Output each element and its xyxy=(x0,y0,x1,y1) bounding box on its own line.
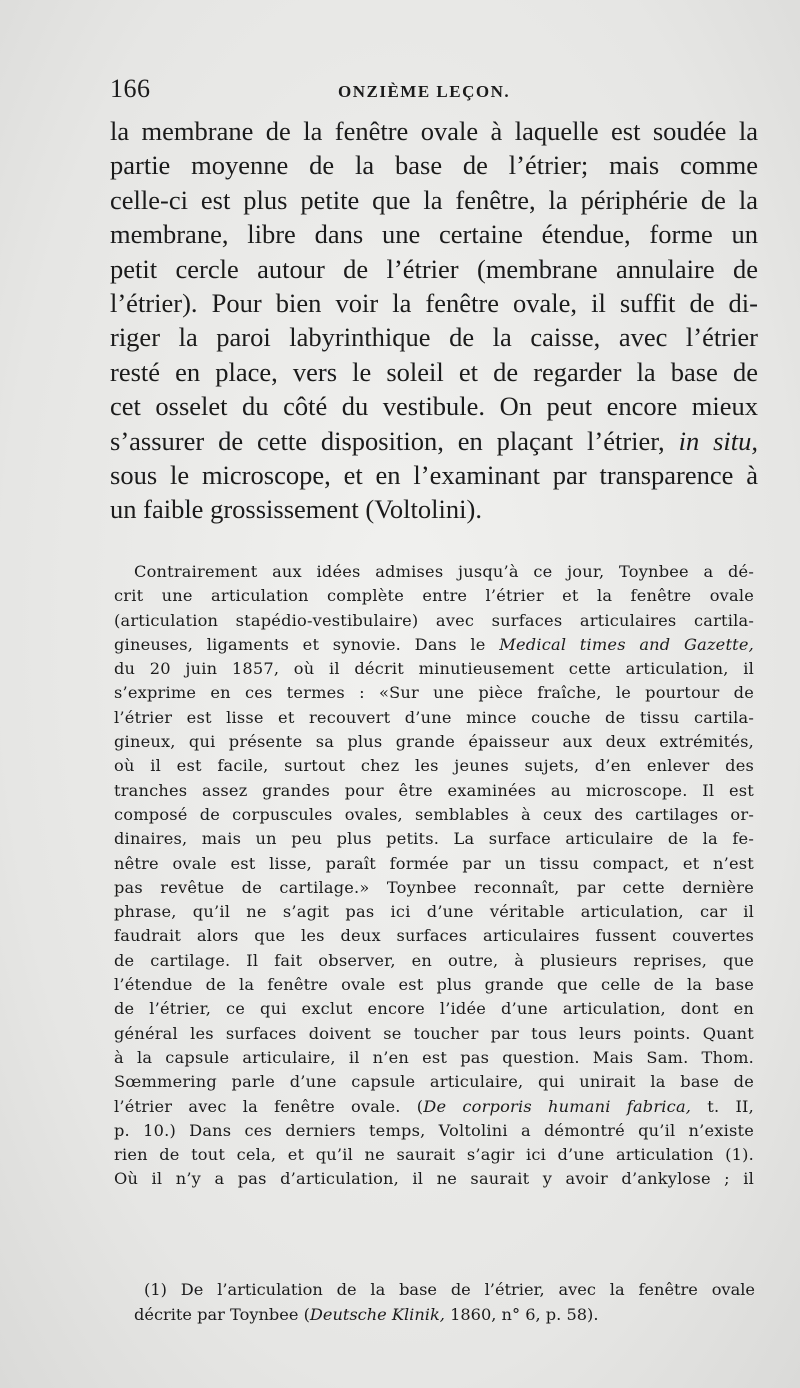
page-header xyxy=(110,74,760,108)
main-line: petit cercle autour de l’étrier (membrane annulaire de xyxy=(110,253,758,284)
main-paragraph xyxy=(110,114,758,527)
main-line-text: s’assurer de cette disposition, en plaçant l’étrier, xyxy=(110,425,665,456)
small-line-text: gineuses, ligaments et synovie. Dans le xyxy=(114,634,486,654)
small-line: phrase, qu’il ne s’agit pas ici d’une véritable articulation, car il xyxy=(114,902,754,922)
small-line: rien de tout cela, et qu’il ne saurait s’agir ici d’une articulation (1). xyxy=(114,1145,754,1165)
small-line: de l’étrier, ce qui exclut encore l’idée d’une articulation, dont en xyxy=(114,999,754,1019)
small-line: dinaires, mais un peu plus petits. La surface articulaire de la fe- xyxy=(114,829,754,849)
footnote-line: (1) De l’articulation de la base de l’étrier, avec la fenêtre ovale xyxy=(144,1280,755,1299)
small-print-paragraph xyxy=(114,560,754,1192)
main-line: celle-ci est plus petite que la fenêtre, la périphérie de la xyxy=(110,184,758,215)
main-line: l’étrier). Pour bien voir la fenêtre ovale, il suffit de di- xyxy=(110,288,758,319)
small-line: à la capsule articulaire, il n’en est pas question. Mais Sam. Thom. xyxy=(114,1047,754,1067)
small-line: Où il n’y a pas d’articulation, il ne saurait y avoir d’ankylose ; il xyxy=(114,1169,754,1189)
small-line: Contrairement aux idées admises jusqu’à ce jour, Toynbee a dé- xyxy=(134,562,754,581)
main-line: sous le microscope, et en l’examinant par transparence à xyxy=(110,460,758,491)
main-line: riger la paroi labyrinthique de la caisse, avec l’étrier xyxy=(110,322,758,353)
small-line: général les surfaces doivent se toucher par tous leurs points. Quant xyxy=(114,1023,754,1043)
italic-de-corporis: De corporis humani fabrica, xyxy=(423,1096,692,1116)
small-line: gineux, qui présente sa plus grande épaisseur aux deux extrémités, xyxy=(114,732,754,752)
volume-ref: t. II, xyxy=(691,1096,754,1116)
footnote-line-2 xyxy=(110,1303,755,1328)
small-line-medical-times xyxy=(114,633,754,657)
footnote xyxy=(110,1278,755,1327)
main-line: cet osselet du côté du vestibule. On peut encore mieux xyxy=(110,391,758,422)
italic-in-situ: in situ, xyxy=(678,425,758,456)
small-line: où il est facile, surtout chez les jeunes sujets, d’en enlever des xyxy=(114,756,754,776)
main-line: resté en place, vers le soleil et de regarder la base de xyxy=(110,356,758,387)
footnote-text: décrite par Toynbee ( xyxy=(134,1304,310,1324)
small-line: du 20 juin 1857, où il décrit minutieusement cette articulation, il xyxy=(114,659,754,679)
small-line: s’exprime en ces termes : «Sur une pièce fraîche, le pourtour de xyxy=(114,683,754,703)
paren-open: ( xyxy=(416,1096,424,1116)
running-title: ONZIÈME LEÇON. xyxy=(338,82,511,101)
footnote-text-end: 1860, n° 6, p. 58). xyxy=(444,1304,599,1324)
italic-medical-times: Medical times and Gazette, xyxy=(499,634,755,654)
small-line: nêtre ovale est lisse, paraît formée par un tissu compact, et n’est xyxy=(114,853,754,873)
page-number: 166 xyxy=(110,74,151,103)
main-line-in-situ xyxy=(110,424,758,458)
small-line: Sœmmering parle d’une capsule articulaire, qui unirait la base de xyxy=(114,1072,754,1092)
small-line-text: l’étrier avec la fenêtre ovale. xyxy=(114,1096,401,1116)
main-line: un faible grossissement (Voltolini). xyxy=(110,494,482,525)
small-line: de cartilage. Il fait observer, en outre, à plusieurs reprises, que xyxy=(114,950,754,970)
small-line: l’étendue de la fenêtre ovale est plus grande que celle de la base xyxy=(114,975,754,995)
main-line: la membrane de la fenêtre ovale à laquelle est soudée la xyxy=(110,116,758,146)
small-line: faudrait alors que les deux surfaces articulaires fussent couvertes xyxy=(114,926,754,946)
small-line: tranches assez grandes pour être examinées au microscope. Il est xyxy=(114,780,754,800)
small-line: l’étrier est lisse et recouvert d’une mince couche de tissu cartila- xyxy=(114,707,754,727)
main-line: partie moyenne de la base de l’étrier; mais comme xyxy=(110,150,758,181)
small-line: (articulation stapédio-vestibulaire) avec surfaces articulaires cartila- xyxy=(114,610,754,630)
small-line: composé de corpuscules ovales, semblables à ceux des cartilages or- xyxy=(114,804,754,824)
italic-deutsche-klinik: Deutsche Klinik, xyxy=(309,1304,445,1324)
small-line: crit une articulation complète entre l’étrier et la fenêtre ovale xyxy=(114,586,754,606)
small-line: p. 10.) Dans ces derniers temps, Voltolini a démontré qu’il n’existe xyxy=(114,1120,754,1140)
small-line-de-corporis xyxy=(114,1095,754,1119)
main-line: membrane, libre dans une certaine étendue, forme un xyxy=(110,219,758,250)
small-line: pas revêtue de cartilage.» Toynbee reconnaît, par cette dernière xyxy=(114,877,754,897)
